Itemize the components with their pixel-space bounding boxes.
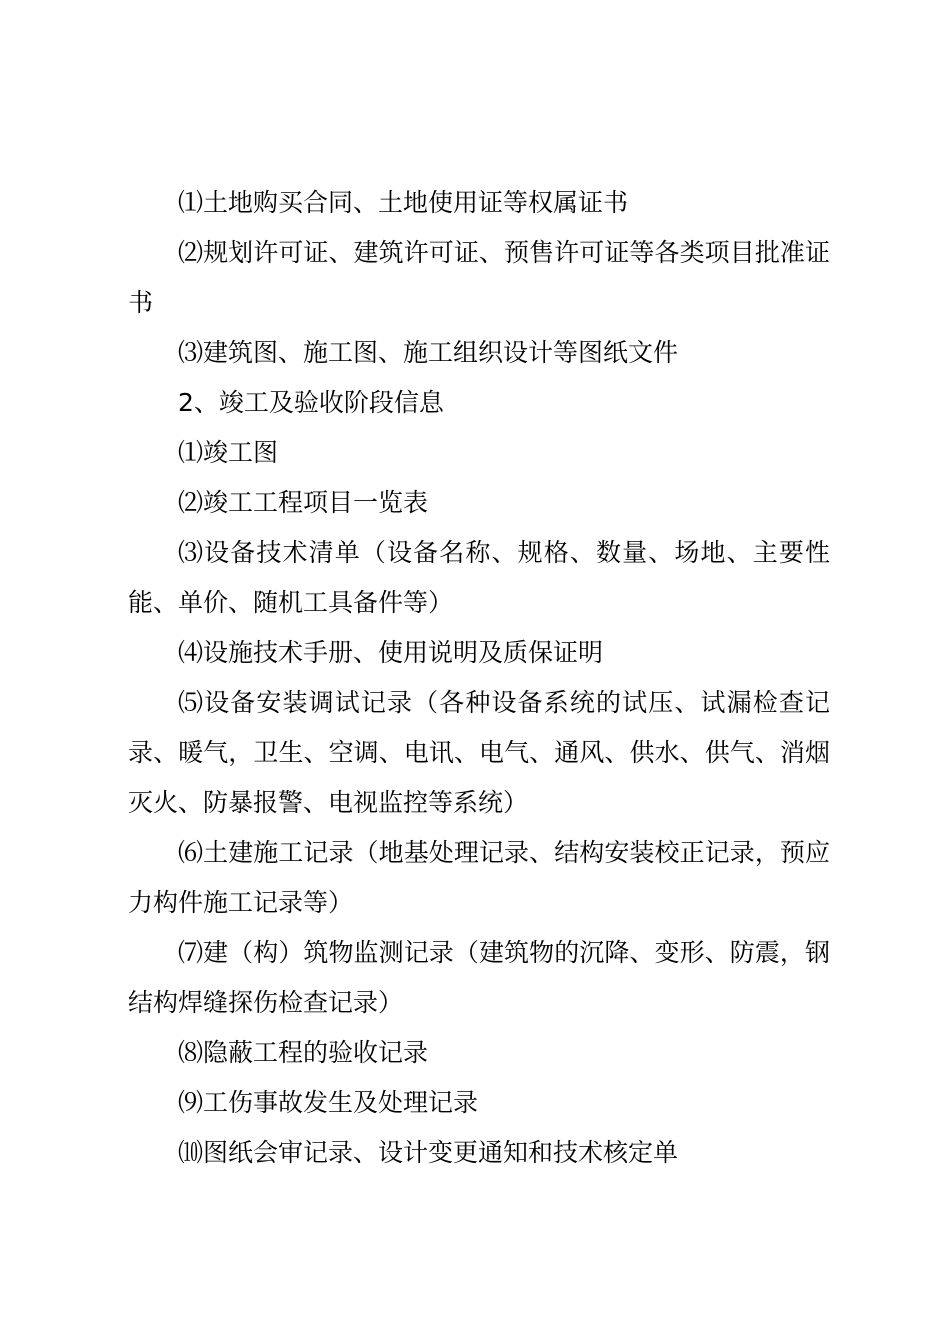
paragraph-1: ⑴土地购买合同、土地使用证等权属证书 (178, 188, 629, 217)
paragraph-8: ⑷设施技术手册、使用说明及质保证明 (178, 638, 604, 667)
paragraph-12: ⑻隐蔽工程的验收记录 (178, 1038, 429, 1067)
paragraph-6: ⑵竣工工程项目一览表 (178, 488, 429, 517)
paragraph-11: ⑺建（构）筑物监测记录（建筑物的沉降、变形、防震，钢结构焊缝探伤检查记录） (128, 938, 830, 1017)
paragraph-10: ⑹土建施工记录（地基处理记录、结构安装校正记录，预应力构件施工记录等） (128, 838, 830, 917)
paragraph-2: ⑵规划许可证、建筑许可证、预售许可证等各类项目批准证书 (128, 238, 830, 317)
paragraph-3: ⑶建筑图、施工图、施工组织设计等图纸文件 (178, 338, 679, 367)
paragraph-5: ⑴竣工图 (178, 438, 279, 467)
paragraph-14: ⑽图纸会审记录、设计变更通知和技术核定单 (178, 1138, 679, 1167)
section-heading: 2、竣工及验收阶段信息 (178, 388, 444, 417)
document-body (128, 178, 830, 1178)
paragraph-7: ⑶设备技术清单（设备名称、规格、数量、场地、主要性能、单价、随机工具备件等） (128, 538, 830, 617)
paragraph-9: ⑸设备安装调试记录（各种设备系统的试压、试漏检查记录、暖气，卫生、空调、电讯、电气、通风、供水、供气、消烟灭火、防暴报警、电视监控等系统） (128, 688, 830, 817)
paragraph-13: ⑼工伤事故发生及处理记录 (178, 1088, 479, 1117)
